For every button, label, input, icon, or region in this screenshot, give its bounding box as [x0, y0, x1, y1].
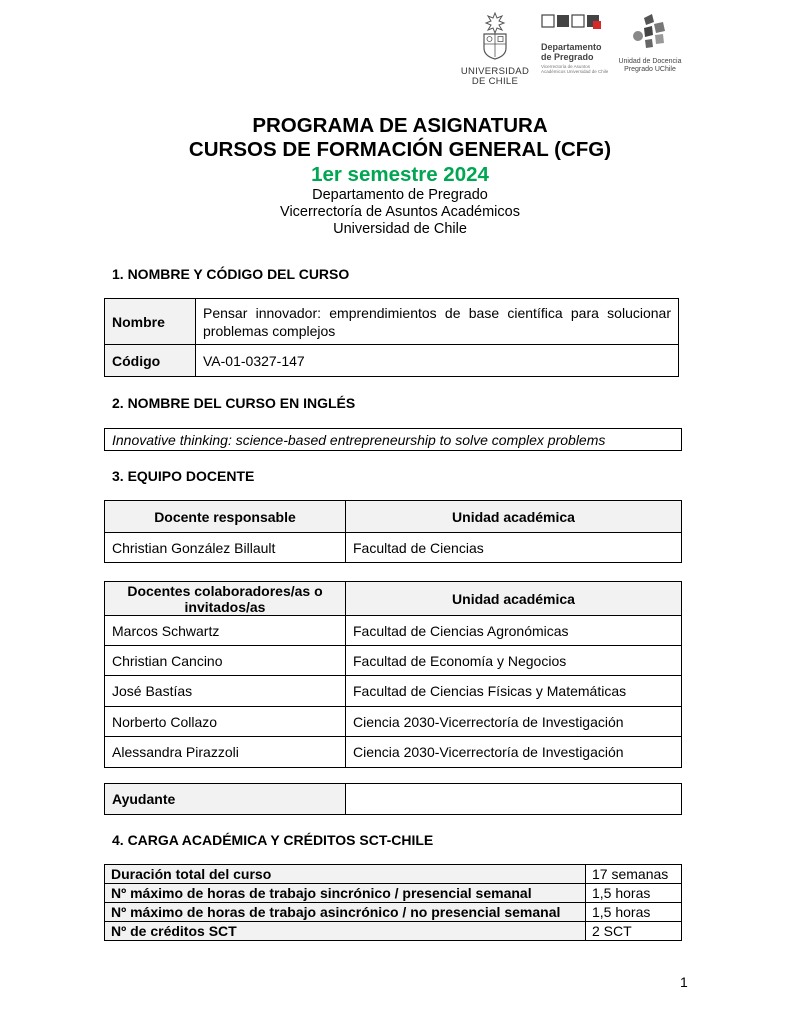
table-row: [105, 533, 682, 563]
colaborador-name: Marcos Schwartz: [105, 616, 346, 646]
carga-value: 2 SCT: [586, 922, 682, 941]
table-row: [105, 616, 682, 646]
table-row: [105, 865, 682, 884]
table-header-row: [105, 582, 682, 616]
uchile-logo: [455, 12, 535, 87]
codigo-value: VA-01-0327-147: [196, 345, 679, 377]
vicerrectoria-name: Vicerrectoría de Asuntos Académicos: [280, 204, 520, 220]
docente-responsable-header: Docente responsable: [105, 501, 346, 533]
colaborador-unit: Ciencia 2030-Vicerrectoría de Investigación: [346, 707, 682, 737]
table-row: [105, 646, 682, 676]
table-row: [105, 903, 682, 922]
carga-value: 1,5 horas: [586, 903, 682, 922]
carga-label: Nº máximo de horas de trabajo sincrónico / presencial semanal: [105, 884, 586, 903]
table-row: [105, 299, 679, 345]
table-row: [105, 784, 682, 815]
pregrado-blocks-icon: [541, 12, 603, 34]
table-row: [105, 676, 682, 707]
docente-responsable-table: [104, 500, 682, 563]
ayudante-table: [104, 783, 682, 815]
departamento-pregrado-logo: [541, 12, 611, 74]
colaborador-unit: Facultad de Ciencias Agronómicas: [346, 616, 682, 646]
colaborador-name: Norberto Collazo: [105, 707, 346, 737]
carga-academica-table: [104, 864, 682, 941]
table-row: [105, 429, 682, 451]
carga-label: Duración total del curso: [105, 865, 586, 884]
carga-value: 1,5 horas: [586, 884, 682, 903]
colaborador-name: José Bastías: [105, 676, 346, 707]
section-4-heading: 4. CARGA ACADÉMICA Y CRÉDITOS SCT-CHILE: [112, 832, 434, 848]
carga-value: 17 semanas: [586, 865, 682, 884]
colaboradores-header: Docentes colaboradores/as o invitados/as: [105, 582, 346, 616]
table-row: [105, 345, 679, 377]
docente-unit: Facultad de Ciencias: [346, 533, 682, 563]
section-1-heading: 1. NOMBRE Y CÓDIGO DEL CURSO: [112, 266, 350, 282]
colaboradores-unidad-header: Unidad académica: [346, 582, 682, 616]
unidad-academica-header: Unidad académica: [346, 501, 682, 533]
colaborador-unit: Facultad de Ciencias Físicas y Matemáticas: [346, 676, 682, 707]
colaborador-unit: Facultad de Economía y Negocios: [346, 646, 682, 676]
page-number: 1: [680, 974, 688, 990]
header-logos: [455, 12, 695, 87]
university-name: Universidad de Chile: [333, 221, 467, 237]
unidad-docencia-logo-text: Unidad de Docencia Pregrado UChile: [618, 58, 682, 73]
departamento-pregrado-logo-text: Departamento de Pregrado: [541, 42, 602, 62]
unidad-docencia-logo: [615, 12, 685, 74]
nombre-value: Pensar innovador: emprendimientos de base científica para solucionar problemas complejos: [196, 299, 679, 345]
table-row: [105, 737, 682, 768]
carga-label: Nº máximo de horas de trabajo asincrónico / no presencial semanal: [105, 903, 586, 922]
table-row: [105, 922, 682, 941]
document-title: [0, 114, 800, 238]
nombre-label: Nombre: [105, 299, 196, 345]
section-2-heading: 2. NOMBRE DEL CURSO EN INGLÉS: [112, 395, 356, 411]
colaborador-unit: Ciencia 2030-Vicerrectoría de Investigación: [346, 737, 682, 768]
codigo-label: Código: [105, 345, 196, 377]
docente-name: Christian González Billault: [105, 533, 346, 563]
semester-label: 1er semestre 2024: [311, 163, 489, 186]
ayudante-label: Ayudante: [105, 784, 346, 815]
section-3-heading: 3. EQUIPO DOCENTE: [112, 468, 255, 484]
english-name-value: Innovative thinking: science-based entrepreneurship to solve complex problems: [105, 429, 682, 451]
unidad-docencia-mosaic-icon: [630, 12, 670, 50]
colaborador-name: Alessandra Pirazzoli: [105, 737, 346, 768]
ayudante-value: [346, 784, 682, 815]
docentes-colaboradores-table: [104, 581, 682, 768]
table-row: [105, 884, 682, 903]
uchile-crest-icon: [480, 12, 510, 60]
colaborador-name: Christian Cancino: [105, 646, 346, 676]
department-name: Departamento de Pregrado: [312, 187, 488, 203]
carga-label: Nº de créditos SCT: [105, 922, 586, 941]
table-row: [105, 707, 682, 737]
table-header-row: [105, 501, 682, 533]
title-line-1: PROGRAMA DE ASIGNATURA: [252, 114, 548, 137]
title-line-2: CURSOS DE FORMACIÓN GENERAL (CFG): [188, 138, 612, 161]
english-name-table: [104, 428, 682, 451]
course-name-code-table: [104, 298, 679, 377]
departamento-pregrado-logo-subtext: Vicerrectoría de Asuntos Académicos Universidad de Chile: [541, 64, 609, 74]
uchile-logo-text: UNIVERSIDAD DE CHILE: [460, 66, 530, 87]
